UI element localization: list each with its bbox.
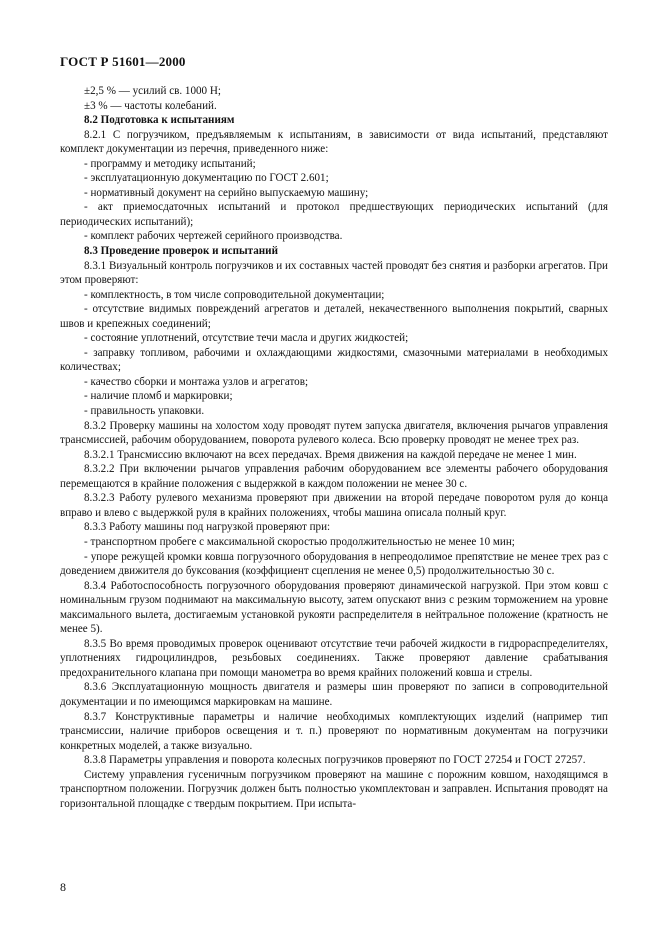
section-heading: 8.3 Проведение проверок и испытаний <box>84 245 278 258</box>
paragraph: - акт приемосдаточных испытаний и протокол предшествующих периодических испытаний (для периодических испытаний); <box>60 201 608 228</box>
paragraph: Систему управления гусеничным погрузчиком проверяют на машине с порожним ковшом, находящимся в транспортном положении. Погрузчик должен быть полностью укомплектован и заправлен. Испытания проводят на горизонтальной площадке с твердым покрытием. При испыта- <box>60 768 608 810</box>
page-number: 8 <box>60 880 66 894</box>
paragraph: - состояние уплотнений, отсутствие течи масла и других жидкостей; <box>84 332 409 345</box>
paragraph: - качество сборки и монтажа узлов и агрегатов; <box>84 375 309 388</box>
paragraph: 8.3.3 Работу машины под нагрузкой проверяют при: <box>84 521 331 534</box>
paragraph: 8.3.7 Конструктивные параметры и наличие необходимых комплектующих изделий (например тип трансмиссии, наличие приборов освещения и т. п.) проверяют по нормативным документам на погрузчики конкретных моделей, а также визуально. <box>60 710 608 752</box>
paragraph: - отсутствие видимых повреждений агрегатов и деталей, некачественного выполнения покрытий, сварных швов и крепежных соединений; <box>60 303 608 330</box>
paragraph: - комплектность, в том числе сопроводительной документации; <box>84 288 385 301</box>
paragraph: - комплект рабочих чертежей серийного производства. <box>84 230 343 243</box>
document-code: ГОСТ Р 51601—2000 <box>60 54 186 69</box>
paragraph: 8.3.2 Проверку машины на холостом ходу проводят путем запуска двигателя, включения рычагов управления трансмиссией, рабочим оборудованием, поворота рулевого колеса. Всю проверку проводят не менее трех раз. <box>60 419 608 447</box>
paragraph: - эксплуатационную документацию по ГОСТ 2.601; <box>84 172 329 185</box>
paragraph: - нормативный документ на серийно выпускаемую машину; <box>84 186 369 199</box>
section-heading: 8.2 Подготовка к испытаниям <box>84 114 235 127</box>
paragraph: 8.3.2.3 Работу рулевого механизма проверяют при движении на второй передаче поворотом руля до конца вправо и влево с выдержкой руля в крайних положениях, чтобы машина описала полный круг. <box>60 492 608 519</box>
paragraph: 8.3.6 Эксплуатационную мощность двигателя и размеры шин проверяют по записи в сопроводительной документации и по имеющимся маркировкам на машине. <box>60 681 608 708</box>
paragraph: 8.3.8 Параметры управления и поворота колесных погрузчиков проверяют по ГОСТ 27254 и ГОСТ 27257. <box>84 754 586 767</box>
paragraph: 8.3.2.1 Трансмиссию включают на всех передачах. Время движения на каждой передаче не менее 1 мин. <box>84 448 577 461</box>
paragraph: 8.3.4 Работоспособность погрузочного оборудования проверяют динамической нагрузкой. При этом ковш с номинальным грузом поднимают на максимальную высоту, затем опускают вниз с резким торможением на уровне максимального вылета, достигаемым установкой рукояти распределителя в нейтральное положение (кратность не менее 5). <box>60 579 608 636</box>
paragraph: 8.3.5 Во время проводимых проверок оценивают отсутствие течи рабочей жидкости в гидрораспределителях, уплотнениях гидроцилиндров, резьбовых соединениях. Также проверяют давление срабатывания предохранительного клапана при помощи манометра во время крайних положений ковша и стрелы. <box>60 637 608 679</box>
paragraph: ±2,5 % — усилий св. 1000 Н; <box>84 85 221 97</box>
paragraph: - транспортном пробеге с максимальной скоростью продолжительностью не менее 10 мин; <box>84 535 515 548</box>
paragraph: - правильность упаковки. <box>84 405 205 418</box>
paragraph: - программу и методику испытаний; <box>84 157 256 170</box>
paragraph: - упоре режущей кромки ковша погрузочного оборудования в непреодолимое препятствие не менее трех раз с доведением движителя до буксования (коэффициент сцепления не менее 0,5) продолжительностью 30 с. <box>60 550 608 578</box>
paragraph: - наличие пломб и маркировки; <box>84 390 233 403</box>
document-body <box>60 84 608 811</box>
paragraph: - заправку топливом, рабочими и охлаждающими жидкостями, смазочными материалами в необходимых количествах; <box>60 346 608 374</box>
paragraph: ±3 % — частоты колебаний. <box>84 99 217 112</box>
paragraph: 8.3.1 Визуальный контроль погрузчиков и их составных частей проводят без снятия и разборки агрегатов. При этом проверяют: <box>60 259 608 287</box>
paragraph: 8.2.1 С погрузчиком, предъявляемым к испытаниям, в зависимости от вида испытаний, представляют комплект документации из перечня, приведенного ниже: <box>60 128 608 156</box>
paragraph: 8.3.2.2 При включении рычагов управления рабочим оборудованием все элементы рабочего оборудования перемещаются в крайние положения с выдержкой в каждом положении не менее 30 с. <box>60 463 608 490</box>
